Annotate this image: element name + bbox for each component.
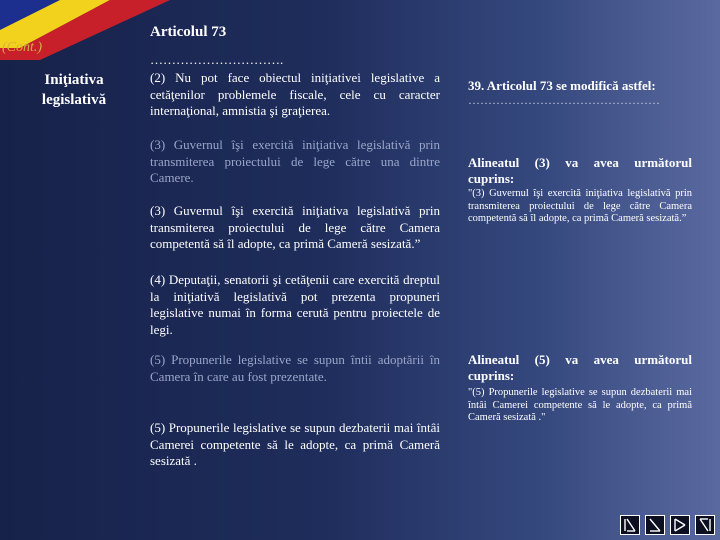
alineat-3-heading: Alineatul (3) va avea următorul cuprins: <box>468 155 692 186</box>
previous-slide-icon <box>647 517 663 533</box>
previous-slide-button[interactable] <box>645 515 665 535</box>
section-title: Iniţiativa legislativă <box>41 72 107 108</box>
continuation-label: (Cont.) <box>2 40 43 55</box>
first-slide-button[interactable] <box>620 515 640 535</box>
alineat-5-text: "(5) Propunerile legislative se supun dezbaterii mai întâi Camerei competente să le adopte, ca primă Cameră sesizată ." <box>468 387 692 423</box>
next-slide-icon <box>672 517 688 533</box>
paragraph-2: (2) Nu pot face obiectul iniţiativei legislative a cetăţenilor problemele fiscale, cele cu caracter internaţional, amnistia şi graţierea. <box>150 70 440 118</box>
amendment-ellipsis: ………………………………………… <box>468 93 660 107</box>
article-ellipsis: …………………………. <box>150 52 284 67</box>
next-slide-button[interactable] <box>670 515 690 535</box>
alineat-3-text: "(3) Guvernul îşi exercită iniţiativa legislativă prin transmiterea proiectului de lege către Camera competentă să îl adopte, ca primă Cameră sesizată.” <box>468 188 692 224</box>
slide-navigation <box>620 515 715 535</box>
alineat-5-heading: Alineatul (5) va avea următorul cuprins: <box>468 352 692 383</box>
paragraph-5-new: (5) Propunerile legislative se supun dezbaterii mai întâi Camerei competente să le adopte, ca primă Cameră sesizată . <box>150 420 440 468</box>
amendment-heading: 39. Articolul 73 se modifică astfel: <box>468 78 656 93</box>
paragraph-3-new: (3) Guvernul îşi exercită iniţiativa legislativă prin transmiterea proiectului de lege către Camera competentă să îl adopte, ca primă Cameră sesizată.” <box>150 203 440 251</box>
paragraph-4: (4) Deputaţii, senatorii şi cetăţenii care exercită dreptul la iniţiativă legislativă pot prezenta propuneri legislative numai în forma cerută pentru proiectele de legi. <box>150 272 440 337</box>
last-slide-icon <box>697 517 713 533</box>
last-slide-button[interactable] <box>695 515 715 535</box>
paragraph-5-old: (5) Propunerile legislative se supun întii adoptării în Camera în care au fost prezentate. <box>150 352 440 384</box>
paragraph-3-old: (3) Guvernul îşi exercită iniţiativa legislativă prin transmiterea proiectului de lege către una dintre Camere. <box>150 137 440 185</box>
article-title: Articolul 73 <box>150 24 227 40</box>
first-slide-icon <box>622 517 638 533</box>
